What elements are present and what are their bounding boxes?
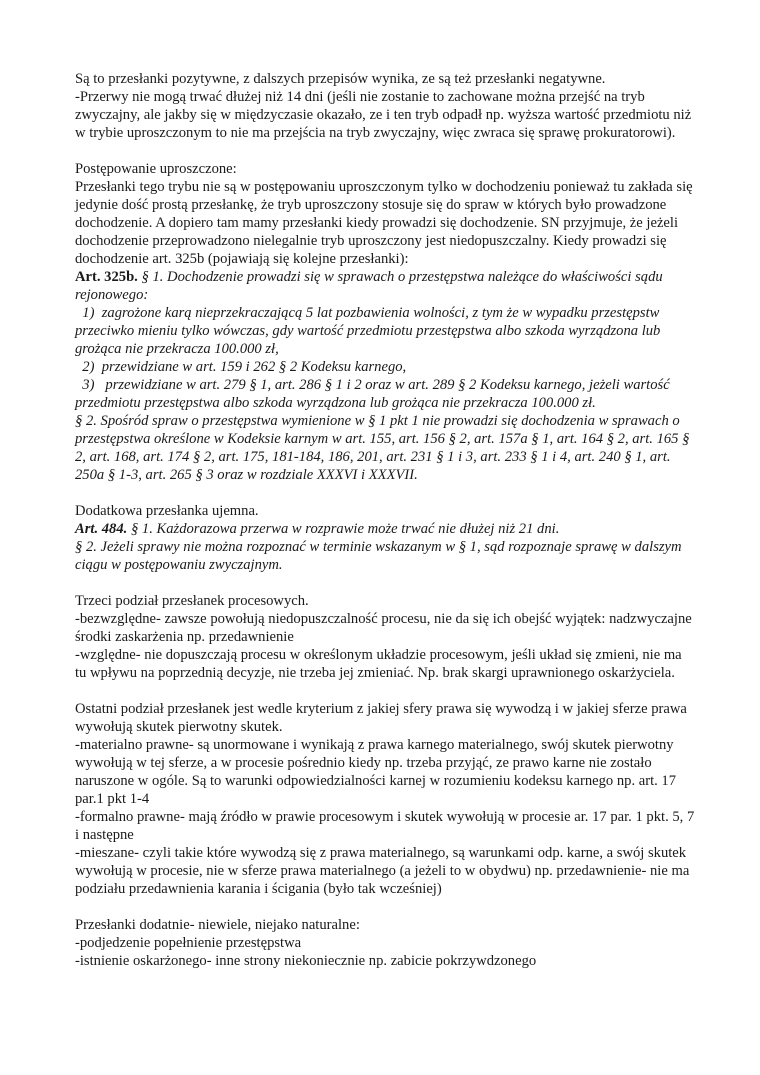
art-325b-item-1: 1) zagrożone karą nieprzekraczającą 5 lat pozbawienia wolności, z tym że w wypadku przestępstw przeciwko mieniu tylko wówczas, gdy wartość przedmiotu przestępstwa albo szkoda wyrządzona lub grożąca nie przekracza 100.000 zł, <box>75 305 665 357</box>
section3-paragraph-1: -bezwzględne- zawsze powołują niedopuszczalność procesu, nie da się ich obejść wyjątek: nadzwyczajne środki zaskarżenia np. przedawnienie <box>75 611 692 645</box>
section4-heading: Ostatni podział przesłanek jest wedle kryterium z jakiej sfery prawa się wywodzą i w jakiej sferze prawa wywołują skutek pierwotny skutek. <box>75 701 687 735</box>
intro-line-1: Są to przesłanki pozytywne, z dalszych przepisów wynika, ze są też przesłanki negatywne. <box>75 71 606 87</box>
art-325b-paragraph-1 <box>75 268 695 304</box>
spacer <box>75 142 695 160</box>
section4-paragraph-1: -materialno prawne- są unormowane i wynikają z prawa karnego materialnego, swój skutek pierwotny wywołują w tej sferze, a w procesie pośrednio kiedy np. trzeba przyjąć, ze prawo karne nie zostało naruszone w ogóle. Są to warunki odpowiedzialności karnej w rozumieniu kodeksu karnego np. art. 17 par.1 pkt 1-4 <box>75 737 677 807</box>
art-325b-label: Art. 325b. <box>75 269 138 285</box>
section5-paragraph-2: -istnienie oskarżonego- inne strony niekoniecznie np. zabicie pokrzywdzonego <box>75 953 537 969</box>
art-325b-item-3: 3) przewidziane w art. 279 § 1, art. 286 § 1 i 2 oraz w art. 289 § 2 Kodeksu karnego, jeżeli wartość przedmiotu przestępstwa albo szkoda wyrządzona lub grożąca nie przekracza 100.000 zł. <box>75 377 674 411</box>
art-325b-item-2: 2) przewidziane w art. 159 i 262 § 2 Kodeksu karnego, <box>75 359 407 375</box>
section5-paragraph-1: -podjedzenie popełnienie przestępstwa <box>75 935 302 951</box>
document-page <box>75 70 695 970</box>
spacer <box>75 898 695 916</box>
art-484-text: § 1. Każdorazowa przerwa w rozprawie może trwać nie dłużej niż 21 dni. <box>127 521 560 537</box>
section5-heading: Przesłanki dodatnie- niewiele, niejako naturalne: <box>75 917 360 933</box>
intro-line-2: -Przerwy nie mogą trwać dłużej niż 14 dni (jeśli nie zostanie to zachowane można przejść na tryb zwyczajny, ale jakby się w międzyczasie okazało, ze i ten tryb odpadł np. wyższa wartość przedmiotu niż w trybie uproszczonym to nie ma przejścia na tryb zwyczajny, więc zwraca się sprawę prokuratorowi). <box>75 89 692 141</box>
section4-paragraph-3: -mieszane- czyli takie które wywodzą się z prawa materialnego, są warunkami odp. karne, a swój skutek wywołują w procesie, nie w sferze prawa materialnego (a jeżeli to w obydwu) np. przedawnienie- nie ma podziału przedawnienia karania i ścigania (było tak wcześniej) <box>75 845 690 897</box>
spacer <box>75 574 695 592</box>
section1-heading: Postępowanie uproszczone: <box>75 161 237 177</box>
spacer <box>75 682 695 700</box>
art-325b-text: § 1. Dochodzenie prowadzi się w sprawach o przestępstwa należące do właściwości sądu rejonowego: <box>75 269 663 303</box>
section2-heading: Dodatkowa przesłanka ujemna. <box>75 503 259 519</box>
art-484-paragraph-2: § 2. Jeżeli sprawy nie można rozpoznać w terminie wskazanym w § 1, sąd rozpoznaje sprawę w dalszym ciągu w postępowaniu zwyczajnym. <box>75 539 682 573</box>
spacer <box>75 484 695 502</box>
section3-heading: Trzeci podział przesłanek procesowych. <box>75 593 309 609</box>
art-325b-paragraph-2: § 2. Spośród spraw o przestępstwa wymienione w § 1 pkt 1 nie prowadzi się dochodzenia w sprawach o przestępstwa określone w Kodeksie karnym w art. 155, art. 156 § 2, art. 157a § 1, art. 164 § 2, art. 165 § 2, art. 168, art. 174 § 2, art. 175, 181-184, 186, 201, art. 231 § 1 i 3, art. 233 § 1 i 4, art. 240 § 1, art. 250a § 1-3, art. 265 § 3 oraz w rozdziale XXXVI i XXXVII. <box>75 413 690 483</box>
art-484-paragraph-1 <box>75 520 695 538</box>
art-484-label: Art. 484. <box>75 521 128 537</box>
section1-body: Przesłanki tego trybu nie są w postępowaniu uproszczonym tylko w dochodzeniu ponieważ tu zakłada się jedynie dość prostą przesłankę, że tryb uproszczony stosuje się do spraw w których było prowadzone dochodzenie. A dopiero tam mamy przesłanki kiedy prowadzi się dochodzenie. SN przyjmuje, że jeżeli dochodzenie przeprowadzono nielegalnie tryb uproszczony jest niedopuszczalny. Kiedy prowadzi się dochodzenie art. 325b (pojawiają się kolejne przesłanki): <box>75 179 693 267</box>
section4-paragraph-2: -formalno prawne- mają źródło w prawie procesowym i skutek wywołują w procesie ar. 17 par. 1 pkt. 5, 7 i następne <box>75 809 695 843</box>
section3-paragraph-2: -względne- nie dopuszczają procesu w określonym układzie procesowym, jeśli układ się zmieni, nie ma tu wpływu na poprzednią decyzje, nie trzeba jej zmieniać. Np. brak skargi uprawnionego oskarżyciela. <box>75 647 682 681</box>
